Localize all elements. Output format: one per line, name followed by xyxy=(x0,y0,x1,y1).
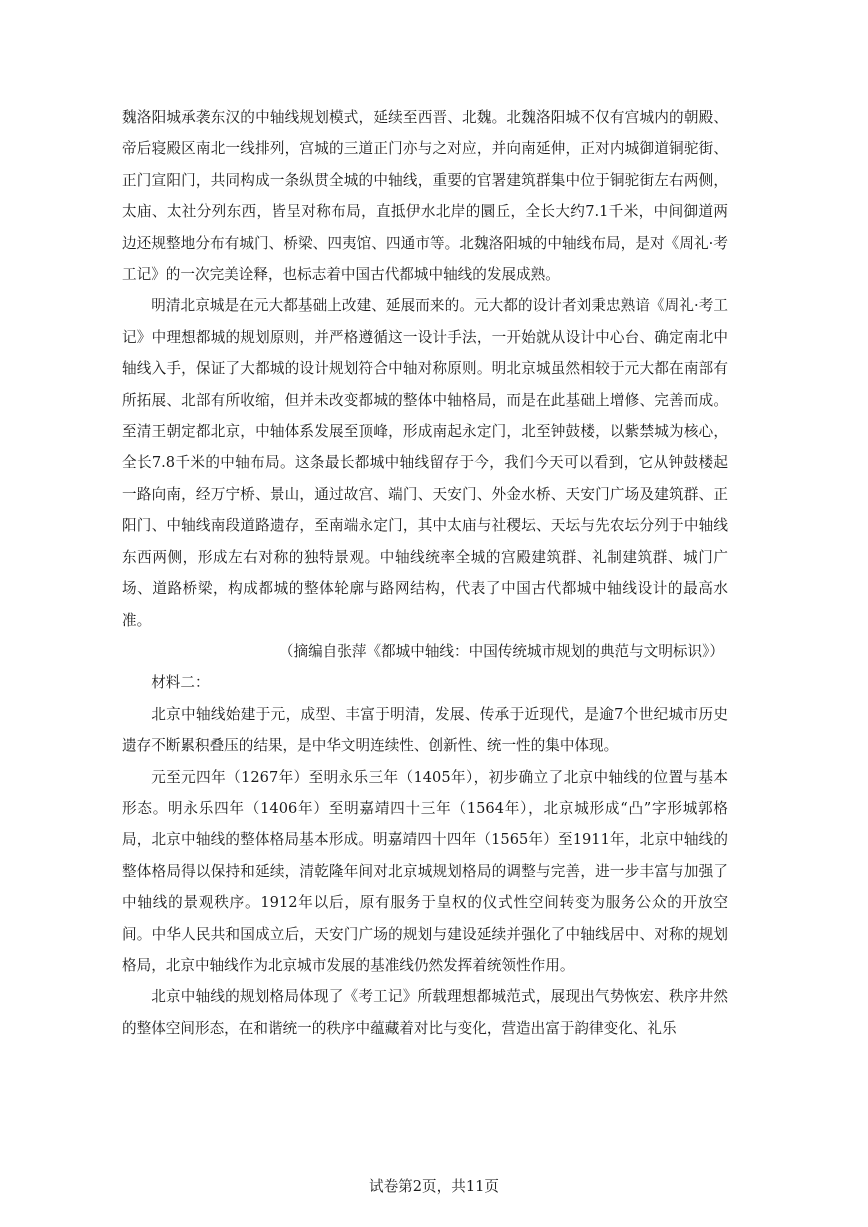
paragraph-beijing-ming-qing: 明清北京城是在元大都基础上改建、延展而来的。元大都的设计者刘秉忠熟谙《周礼·考工记》中理想都城的规划原则，并严格遵循这一设计手法，一开始就从设计中心台、确定南北中轴线入手，保证了大都城的设计规划符合中轴对称原则。明北京城虽然相较于元大都在南部有所拓展、北部有所收缩，但并未改变都城的整体中轴格局，而是在此基础上增修、完善而成。至清王朝定都北京，中轴体系发展至顶峰，形成南起永定门，北至钟鼓楼，以紫禁城为核心，全长7.8千米的中轴布局。这条最长都城中轴线留存于今，我们今天可以看到，它从钟鼓楼起一路向南，经万宁桥、景山，通过故宫、端门、天安门、外金水桥、天安门广场及建筑群、正阳门、中轴线南段道路遗存，至南端永定门，其中太庙与社稷坛、天坛与先农坛分列于中轴线东西两侧，形成左右对称的独特景观。中轴线统率全城的宫殿建筑群、礼制建筑群、城门广场、道路桥梁，构成都城的整体轮廓与路网结构，代表了中国古代都城中轴线设计的最高水准。 xyxy=(122,297,728,629)
source-citation: （摘编自张萍《都城中轴线：中国传统城市规划的典范与文明标识》） xyxy=(278,642,724,660)
page-footer: 试卷第2页，共11页 xyxy=(368,1178,499,1195)
material-two-label: 材料二： xyxy=(151,674,210,692)
paragraph-axis-origin: 北京中轴线始建于元，成型、丰富于明清，发展、传承于近现代，是逾7个世纪城市历史遗存不断累积叠压的结果，是中华文明连续性、创新性、统一性的集中体现。 xyxy=(122,705,728,755)
paragraph-axis-history: 元至元四年（1267年）至明永乐三年（1405年），初步确立了北京中轴线的位置与基本形态。明永乐四年（1406年）至明嘉靖四十三年（1564年），北京城形成“凸”字形城郭格局，北京中轴线的整体格局基本形成。明嘉靖四十四年（1565年）至1911年，北京中轴线的整体格局得以保持和延续，清乾隆年间对北京城规划格局的调整与完善，进一步丰富与加强了中轴线的景观秩序。1912年以后，原有服务于皇权的仪式性空间转变为服务公众的开放空间。中华人民共和国成立后，天安门广场的规划与建设延续并强化了中轴线居中、对称的规划格局，北京中轴线作为北京城市发展的基准线仍然发挥着统领性作用。 xyxy=(122,768,728,974)
paragraph-axis-layout: 北京中轴线的规划格局体现了《考工记》所载理想都城范式，展现出气势恢宏、秩序井然的整体空间形态，在和谐统一的秩序中蕴藏着对比与变化，营造出富于韵律变化、礼乐 xyxy=(122,988,728,1037)
paragraph-luoyang: 魏洛阳城承袭东汉的中轴线规划模式，延续至西晋、北魏。北魏洛阳城不仅有宫城内的朝殿、帝后寝殿区南北一线排列，宫城的三道正门亦与之对应，并向南延伸，正对内城御道铜驼街、正门宣阳门，共同构成一条纵贯全城的中轴线，重要的官署建筑群集中位于铜驼街左右两侧，太庙、太社分列东西，皆呈对称布局，直抵伊水北岸的圜丘，全长大约7.1千米，中间御道两边还规整地分布有城门、桥梁、四夷馆、四通市等。北魏洛阳城的中轴线布局，是对《周礼·考工记》的一次完美诠释，也标志着中国古代都城中轴线的发展成熟。 xyxy=(122,109,728,284)
